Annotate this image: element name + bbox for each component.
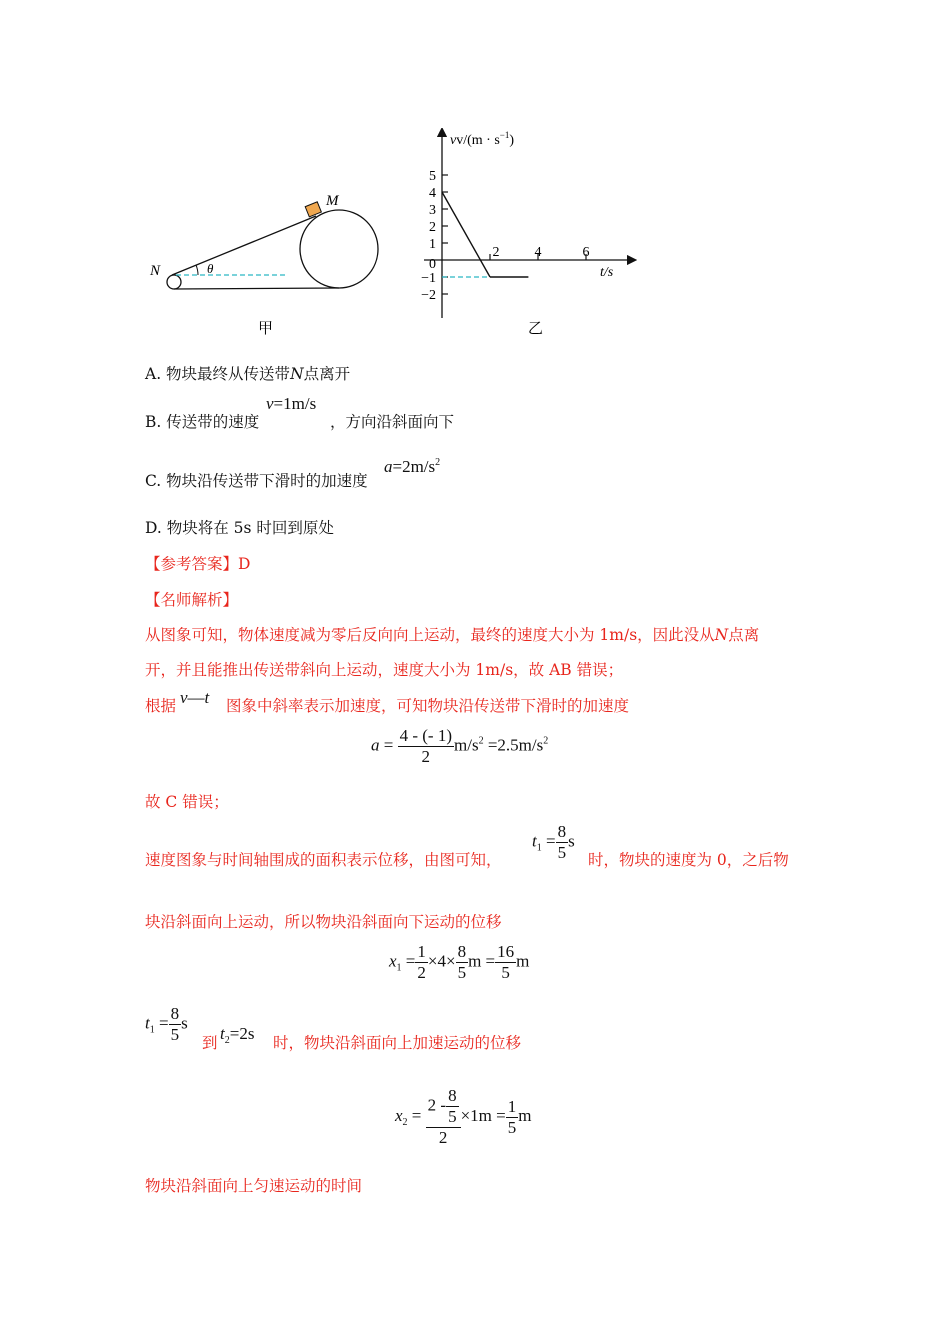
p5-t: t [532,831,537,851]
analysis-p3-v: v [180,688,188,707]
eq2-frac2 [456,942,469,983]
option-c-formula [384,457,440,477]
y-tick-label: −1 [421,271,436,286]
p7-fraction [169,1004,182,1045]
eq3-den: 2 [426,1127,461,1148]
p7-num: 8 [170,1004,180,1023]
analysis-p1-a: 从图象可知，物体速度减为零后反向向上运动，最终的速度大小为 1m/s，因此没从 [145,626,715,644]
option-a-n: N [290,365,304,383]
eq3-frac [506,1097,519,1138]
y-tick-label: 2 [429,220,436,235]
eq3-inner-fraction [446,1086,459,1127]
p7-eq: = [158,1013,169,1033]
eq2-unit: m = [468,951,496,971]
figure-jia [140,185,400,345]
p7-t1-sub: 1 [149,1024,155,1036]
x-tick-label: 2 [492,245,500,260]
analysis-p7-tail: 时，物块沿斜面向上加速运动的位移 [273,1034,522,1052]
analysis-p2: 开，并且能推出传送带斜向上运动，速度大小为 1m/s，故 AB 错误； [145,661,624,679]
analysis-p4: 故 C 错误； [145,793,229,811]
analysis-p1 [145,623,759,645]
belt-lower [174,288,339,289]
eq2-unit2: m [516,951,530,971]
p7-t2-val: =2s [229,1024,255,1043]
eq3-eq: = [411,1105,422,1125]
option-c-prefix: C. 物块沿传送带下滑时的加速度 [145,472,368,490]
option-d-text: D. 物块将在 5s 时回到原处 [145,519,334,537]
y-tick-label: −2 [421,288,436,303]
eq2-eq: = [405,951,416,971]
series-segment [442,192,490,277]
big-pulley [300,210,378,288]
small-pulley [167,275,181,289]
option-c-value: =2m/s [392,457,436,476]
option-b-formula [266,394,316,414]
p5-sub: 1 [536,842,542,854]
option-b-suffix-text: ，方向沿斜面向下 [330,413,455,431]
option-b-text [145,410,259,432]
x-tick-label: 4 [534,245,542,260]
x-tick-label: 6 [582,245,590,260]
figure-yi-vt-graph [410,128,640,343]
analysis-p7-t2 [220,1024,254,1046]
eq3-num-a: 2 - [427,1095,447,1115]
option-a [145,362,350,384]
eq2-lhs: x [389,951,397,971]
option-b-prefix: B. 传送带的速度 [145,413,260,431]
analysis-p7-dao: 到 [202,1034,218,1052]
p7-den: 5 [170,1025,180,1044]
eq3-lhs: x [395,1105,403,1125]
eq3-sub: 2 [402,1116,408,1128]
eq1-rhs: =2.5m/s [487,735,544,755]
belt-upper [172,216,316,275]
v-axis-title: $vv/(m \cdot s^{-1})$ [450,130,515,148]
p7-unit: s [181,1013,188,1033]
eq3-fd: 5 [507,1117,517,1137]
eq1-lhs: a [371,735,380,755]
equation-2 [389,942,529,983]
analysis-label: 【名师解析】 [145,591,239,609]
eq3-mid: ×1m = [460,1105,506,1125]
eq2-f3n: 16 [497,942,515,961]
equation-1 [371,726,548,767]
eq3-numerator [426,1086,461,1127]
y-tick-label: 5 [429,169,436,184]
eq1-unit: m/s [454,735,479,755]
eq3-fn: 1 [507,1096,517,1116]
analysis-p3-t: t [204,688,210,707]
y-tick-label: 3 [429,203,436,218]
eq2-f2d: 5 [457,963,467,982]
analysis-p3-dash: — [187,688,205,707]
p5-den: 5 [557,843,567,862]
analysis-p1-b: 点离 [728,626,760,644]
y-tick-label: 4 [429,186,436,201]
eq1-sup: 2 [478,735,484,747]
eq3-inner-n: 8 [448,1086,457,1105]
origin-label: 0 [429,257,436,272]
angle-arc [196,265,198,275]
p7-t2-sub: 2 [224,1035,230,1046]
option-d [145,516,334,538]
analysis-p1-n: N [714,626,729,644]
eq2-f1d: 2 [417,963,426,982]
p7-t1: t [145,1013,150,1033]
eq2-f2n: 8 [457,942,467,961]
option-c-var: a [384,457,393,476]
caption-jia: 甲 [258,321,274,337]
p7-t2: t [220,1024,225,1043]
eq3-inner-d: 5 [448,1107,457,1126]
option-b-var: v [266,394,274,413]
analysis-p3-b: 图象中斜率表示加速度，可知物块沿传送带下滑时的加速度 [226,697,630,715]
analysis-p8: 物块沿斜面向上匀速运动的时间 [145,1177,363,1195]
analysis-p7-formula [145,1004,188,1045]
eq1-rhs-sup: 2 [543,735,549,747]
analysis-p3 [145,694,176,716]
answer-label: 【参考答案】D [145,555,251,573]
eq2-f1n: 1 [417,942,426,961]
analysis-p5-b: 时，物块的速度为 0，之后物 [588,851,789,869]
p5-fraction [556,822,569,863]
t-axis-title: t/s [600,265,614,280]
label-theta: θ [207,261,214,276]
eq2-sub: 1 [396,962,402,974]
analysis-p5-a: 速度图象与时间轴围成的面积表示位移，由图可知， [145,851,502,869]
block-m [305,202,321,217]
label-m: M [326,193,339,209]
eq3-unit: m [518,1105,532,1125]
caption-yi: 乙 [528,321,544,337]
eq2-f3d: 5 [495,962,516,983]
eq1-den: 2 [398,746,454,767]
option-c-text [145,469,368,491]
option-c-sup: 2 [435,457,441,468]
eq1-num: 4 - (- 1) [399,726,452,745]
label-n: N [150,263,161,279]
option-a-suffix: 点离开 [303,365,351,383]
analysis-p3-vt [180,688,209,708]
equation-3 [395,1086,531,1148]
p5-num: 8 [557,822,567,841]
eq2-frac3 [495,942,516,983]
eq1-eq: = [383,735,394,755]
y-tick-label: 1 [429,237,436,252]
eq1-fraction [398,726,454,767]
analysis-p3-a: 根据 [145,697,177,715]
p5-eq: = [545,831,556,851]
p5-unit: s [568,831,575,851]
analysis-p5-formula [532,822,575,863]
analysis-p6: 块沿斜面向上运动，所以物块沿斜面向下运动的位移 [145,913,502,931]
eq3-big-fraction [426,1086,461,1148]
option-b-value: =1m/s [273,394,317,413]
option-a-prefix: A. 物块最终从传送带 [145,365,291,383]
eq2-frac1 [415,942,428,983]
option-b-suffix [330,410,454,432]
eq2-mid: ×4× [427,951,456,971]
